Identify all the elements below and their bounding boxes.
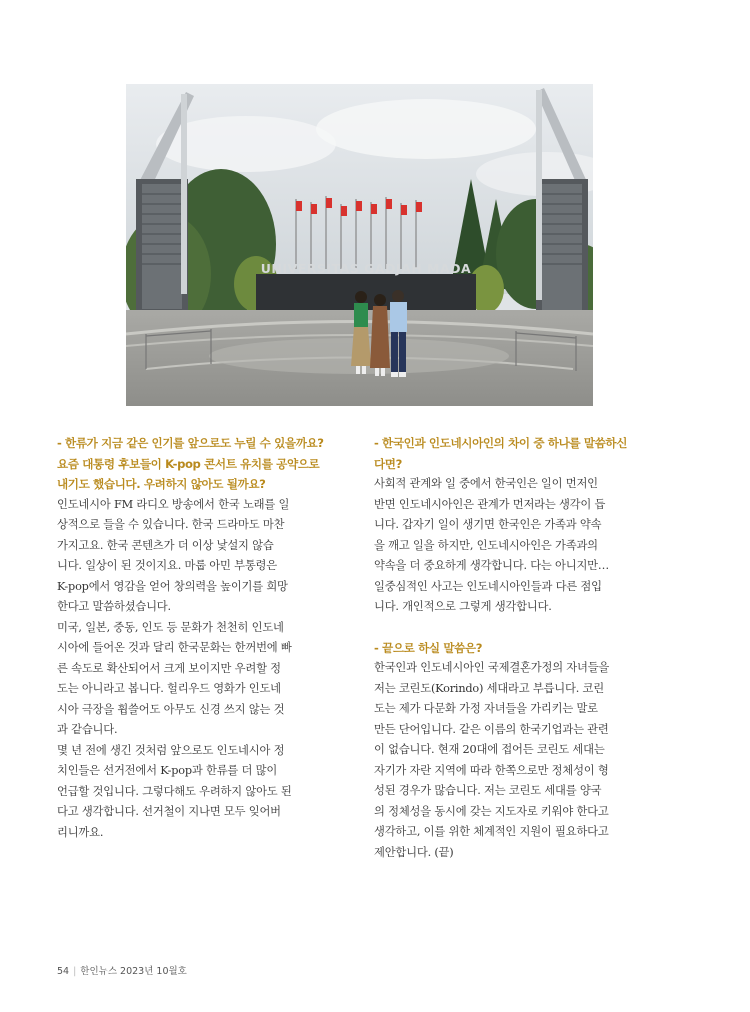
answer-line: 인도네시아 FM 라디오 방송에서 한국 노래를 일	[57, 497, 290, 511]
answer-line: 치인들은 선거전에서 K-pop과 한류를 더 많이	[57, 764, 278, 777]
answer-line: 과 같습니다.	[57, 723, 118, 736]
footer-separator: |	[73, 966, 77, 977]
answer-line: 을 깨고 일을 하지만, 인도네시아인은 가족과의	[374, 538, 598, 552]
answer-line: 자기가 자란 지역에 따라 한쪽으로만 정체성이 형	[374, 763, 609, 777]
answer-line: 한다고 말씀하셨습니다.	[57, 600, 171, 613]
answer-line: 저는 코린도(Korindo) 세대라고 부릅니다. 코린	[374, 681, 604, 695]
answer-line: 리니까요.	[57, 825, 104, 839]
answer-line: 도는 아니라고 봅니다. 헐리우드 영화가 인도네	[57, 682, 281, 695]
answer-line: 만든 단어입니다. 같은 이름의 한국기업과는 관련	[374, 722, 609, 736]
question-closing-remarks	[374, 638, 669, 659]
answer-line: 반면 인도네시아인은 관계가 먼저라는 생각이 듭	[374, 497, 606, 511]
answer-line: 이 없습니다. 현재 20대에 접어든 코린도 세대는	[374, 743, 605, 756]
answer-line: 언급할 것입니다. 그렇다해도 우려하지 않아도 된	[57, 784, 292, 798]
paragraph-gap	[374, 618, 669, 638]
publication-name: 한인뉴스 2023년 10월호	[80, 966, 187, 977]
answer-line: 일중심적인 사고는 인도네시아인들과 다른 점입	[374, 579, 602, 593]
answer-line: 약속을 더 중요하게 생각합니다. 다는 아니지만…	[374, 559, 609, 572]
answer-line: 가지고요. 한국 콘텐츠가 더 이상 낯설지 않습	[57, 538, 274, 552]
answer-line: K-pop에서 영감을 얻어 창의력을 높이기를 희망	[57, 579, 288, 593]
campus-photo	[126, 84, 593, 406]
question-line: - 한류가 지금 같은 인기를 앞으로도 누릴 수 있을까요?	[57, 436, 324, 450]
answer-line: 성된 경우가 많습니다. 저는 코린도 세대를 양국	[374, 784, 602, 797]
answer-line: 다고 생각합니다. 선거철이 지나면 모두 잊어버	[57, 805, 281, 818]
question-line: - 끝으로 하실 말씀은?	[374, 640, 483, 655]
answer-line: 생각하고, 이를 위한 체계적인 지원이 필요하다고	[374, 825, 609, 838]
question-line: - 한국인과 인도네시아인의 차이 중 하나를 말씀하신	[374, 436, 628, 450]
answer-line: 른 속도로 확산되어서 크게 보이지만 우려할 정	[57, 661, 281, 675]
left-column	[57, 433, 352, 843]
answer-line: 시아 극장을 휩쓸어도 아무도 신경 쓰지 않는 것	[57, 702, 285, 716]
page-footer	[57, 963, 187, 977]
answer-line: 제안합니다. (끝)	[374, 845, 454, 859]
answer-kpop-future	[57, 495, 352, 844]
answer-line: 니다. 일상이 된 것이지요. 마룹 아민 부통령은	[57, 559, 277, 572]
answer-line: 사회적 관계와 일 중에서 한국인은 일이 먼저인	[374, 477, 598, 490]
answer-line: 도는 제가 다문화 가정 자녀들을 가리키는 말로	[374, 702, 598, 715]
question-line: 요즘 대통령 후보들이 K-pop 콘서트 유치를 공약으로	[57, 456, 320, 471]
right-column	[374, 433, 669, 863]
answer-line: 상적으로 들을 수 있습니다. 한국 드라마도 마찬	[57, 518, 285, 531]
answer-line: 몇 년 전에 생긴 것처럼 앞으로도 인도네시아 정	[57, 743, 285, 757]
answer-line: 니다. 개인적으로 그렇게 생각합니다.	[374, 600, 552, 613]
answer-line: 시아에 들어온 것과 달리 한국문화는 한꺼번에 빠	[57, 641, 292, 654]
campus-photo-illustration	[126, 84, 593, 406]
answer-line: 의 정체성을 동시에 갖는 지도자로 키워야 한다고	[374, 804, 609, 818]
answer-line: 미국, 일본, 중동, 인도 등 문화가 천천히 인도네	[57, 620, 284, 634]
question-line: 다면?	[374, 456, 402, 471]
sign-text: UNIVERSITAS GADJAH MADA	[260, 261, 472, 276]
answer-line: 한국인과 인도네시아인 국제결혼가정의 자녀들을	[374, 661, 610, 674]
answer-closing-remarks	[374, 658, 669, 863]
answer-line: 니다. 갑자기 일이 생기면 한국인은 가족과 약속	[374, 518, 602, 531]
question-line: 내기도 했습니다. 우려하지 않아도 될까요?	[57, 477, 266, 491]
question-kpop-future	[57, 433, 352, 495]
page-number: 54	[57, 966, 70, 977]
question-cultural-difference	[374, 433, 669, 474]
answer-cultural-difference	[374, 474, 669, 618]
